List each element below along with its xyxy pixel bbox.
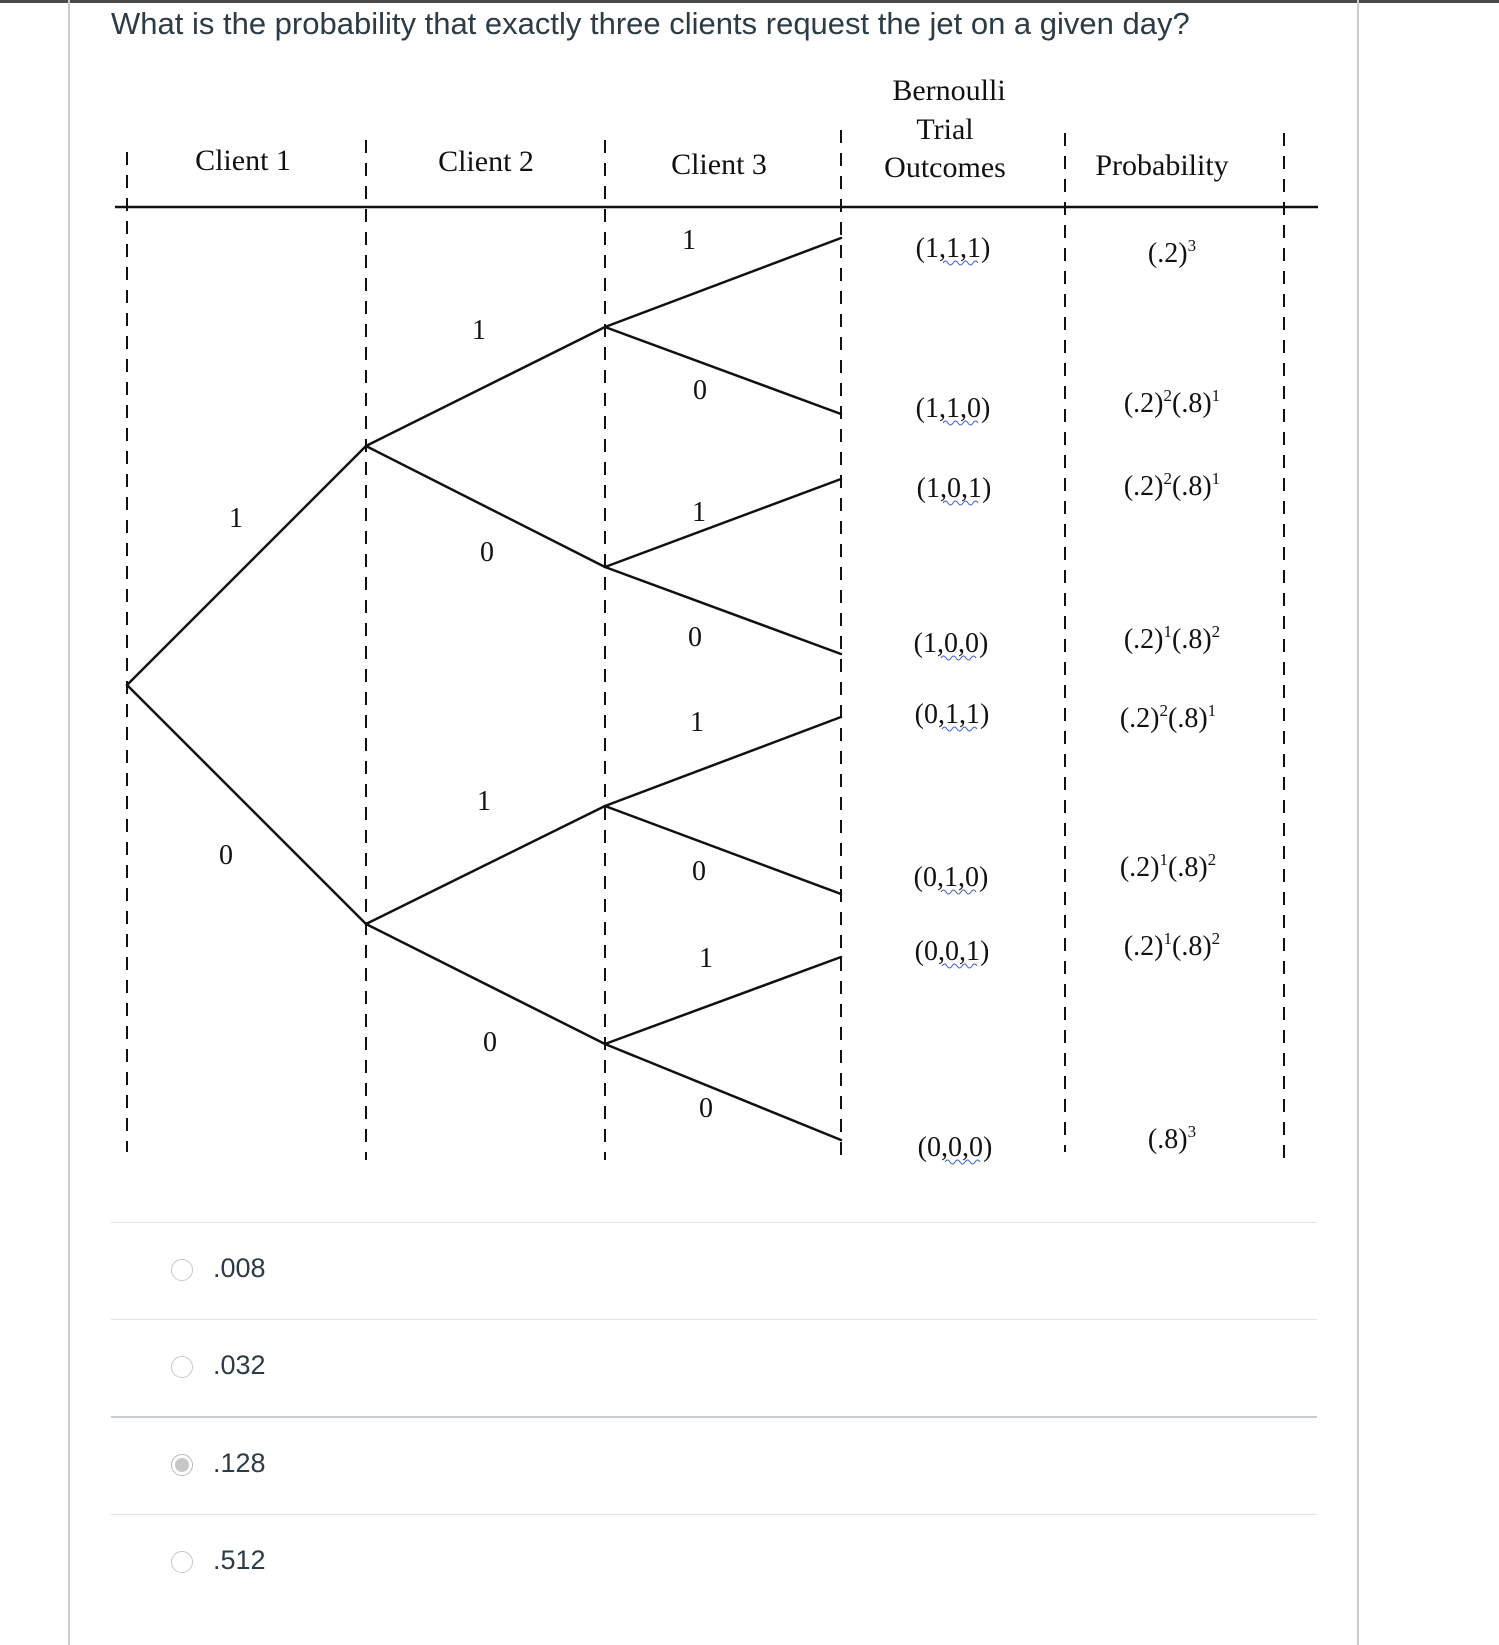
label-c3-e: 1 — [690, 707, 704, 738]
radio-button[interactable] — [171, 1356, 193, 1378]
header-client-3: Client 3 — [671, 148, 767, 181]
label-c2-c: 1 — [477, 786, 491, 817]
probability-8: $(.8)^3$ — [1147, 1122, 1197, 1155]
header-probability: Probability — [1095, 149, 1229, 182]
answer-option[interactable] — [111, 1416, 1317, 1514]
probability-2: $(.2)^2(.8)^1$ — [1123, 386, 1221, 419]
header-outcomes-line2: Trial — [916, 113, 974, 146]
label-c2-a: 1 — [472, 315, 486, 346]
probability-7: $(.2)^1(.8)^2$ — [1123, 929, 1221, 962]
label-c3-d: 0 — [688, 622, 702, 653]
label-c2-b: 0 — [480, 537, 494, 568]
answer-label[interactable]: .008 — [213, 1253, 266, 1283]
outcome-5: (0,1,1) — [914, 699, 990, 730]
probability-6: $(.2)^1(.8)^2$ — [1119, 850, 1217, 883]
outcome-3: (1,0,1) — [916, 473, 992, 504]
label-c3-a: 1 — [682, 225, 696, 256]
branch-c3-d — [605, 567, 841, 654]
branch-c3-a — [605, 238, 841, 327]
answer-label[interactable]: .032 — [213, 1350, 266, 1380]
question-text: What is the probability that exactly three clients request the jet on a given day? — [111, 6, 1190, 41]
branch-c1-top — [127, 446, 366, 685]
header-client-1: Client 1 — [195, 144, 291, 177]
probability-cells — [1120, 236, 1220, 1155]
label-c1-top: 1 — [229, 503, 243, 534]
answer-options — [111, 1222, 1317, 1611]
answer-label[interactable]: .128 — [213, 1448, 266, 1478]
branch-c1-bottom — [127, 685, 366, 924]
radio-button-selected[interactable] — [171, 1454, 193, 1476]
outcome-8: (0,0,0) — [917, 1132, 993, 1163]
header-outcomes-line3: Outcomes — [884, 151, 1006, 184]
label-c1-bottom: 0 — [219, 840, 233, 871]
outcome-rows — [914, 233, 993, 1163]
branch-c3-g — [605, 957, 841, 1044]
header-client-2: Client 2 — [438, 145, 534, 178]
header-outcomes-line1: Bernoulli — [892, 74, 1006, 107]
label-c3-h: 0 — [699, 1093, 713, 1124]
outcome-7: (0,0,1) — [914, 936, 990, 967]
column-separators — [127, 130, 1284, 1160]
branch-c3-f — [605, 806, 841, 894]
tree-branches — [127, 238, 841, 1140]
label-c3-g: 1 — [699, 943, 713, 974]
answer-label[interactable]: .512 — [213, 1545, 266, 1575]
probability-3: $(.2)^2(.8)^1$ — [1123, 469, 1221, 502]
branch-labels — [219, 225, 713, 1124]
branch-c3-b — [605, 327, 841, 414]
label-c2-d: 0 — [483, 1027, 497, 1058]
answer-option[interactable] — [111, 1319, 1317, 1416]
radio-button[interactable] — [171, 1551, 193, 1573]
branch-c2-d — [366, 924, 605, 1044]
label-c3-b: 0 — [693, 375, 707, 406]
outcome-2: (1,1,0) — [915, 393, 991, 424]
probability-5: $(.2)^2(.8)^1$ — [1119, 701, 1217, 734]
branch-c2-c — [366, 806, 605, 924]
label-c3-f: 0 — [692, 856, 706, 887]
branch-c3-e — [605, 717, 841, 806]
outcome-1: (1,1,1) — [915, 233, 991, 264]
probability-4: $(.2)^1(.8)^2$ — [1123, 622, 1221, 655]
outcome-4: (1,0,0) — [913, 628, 989, 659]
radio-button[interactable] — [171, 1259, 193, 1281]
outcome-6: (0,1,0) — [913, 862, 989, 893]
answer-option[interactable] — [111, 1222, 1317, 1319]
answer-option[interactable] — [111, 1514, 1317, 1611]
label-c3-c: 1 — [692, 497, 706, 528]
probability-1: $(.2)^3$ — [1147, 236, 1197, 269]
branch-c3-c — [605, 479, 841, 567]
branch-c3-h — [605, 1044, 841, 1140]
